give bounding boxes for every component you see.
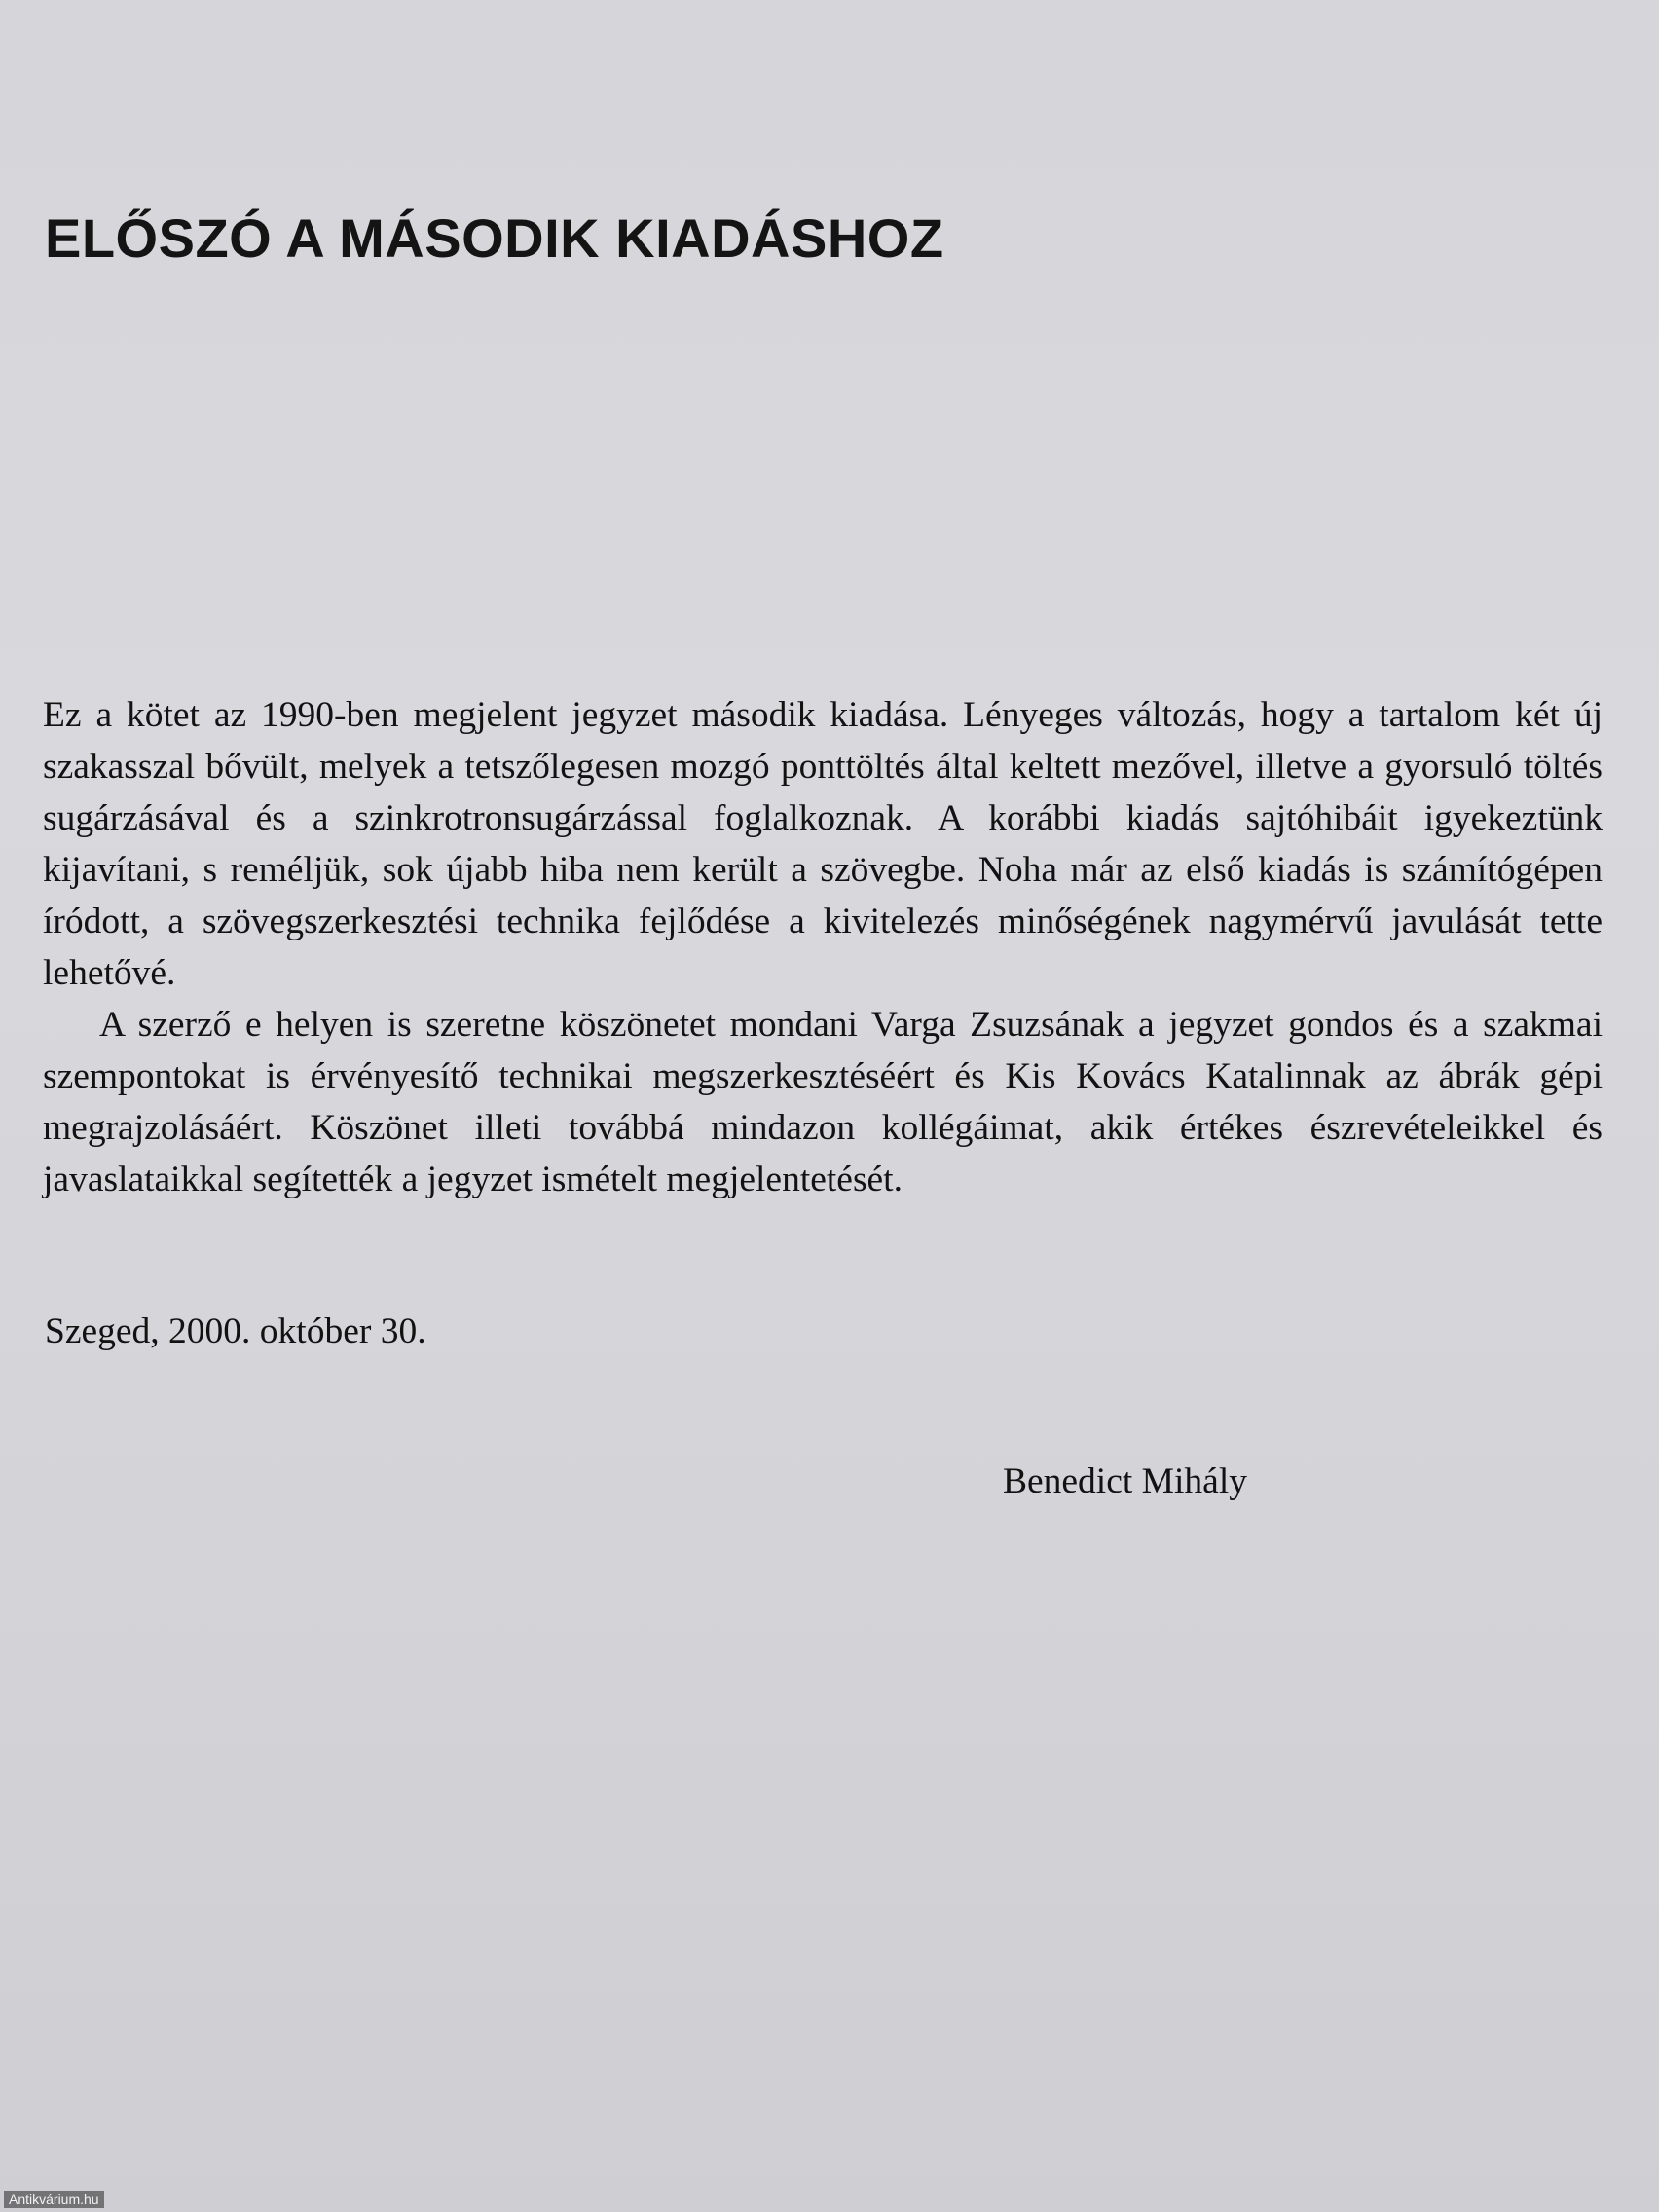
paragraph-1: Ez a kötet az 1990-ben megjelent jegyzet második kiadása. Lényeges változás, hogy a tartalom két új szakasszal bővült, melyek a tetszőlegesen mozgó ponttöltés által keltett mezővel, illetve a gyorsuló töltés sugárzásával és a szinkrotronsugárzással foglalkoznak. A korábbi kiadás sajtóhibáit igyekeztünk kijavítani, s reméljük, sok újabb hiba nem került a szövegbe. Noha már az első kiadás is számítógépen íródott, a szövegszerkesztési technika fejlődése a kivitelezés minőségének nagymérvű javulását tette lehetővé. — [43, 695, 1603, 993]
paragraph-2: A szerző e helyen is szeretne köszönetet mondani Varga Zsuzsának a jegyzet gondos és a szakmai szempontokat is érvényesítő technikai megszerkesztéséért és Kis Kovács Katalinnak az ábrák gépi megrajzolásáért. Köszönet illeti továbbá mindazon kollégáimat, akik értékes észrevételeikkel és javaslataikkal segítették a jegyzet ismételt megjelentetését. — [43, 1005, 1603, 1199]
preface-body — [43, 689, 1603, 1205]
place-date: Szeged, 2000. október 30. — [45, 1311, 426, 1351]
author-signature: Benedict Mihály — [1003, 1461, 1247, 1501]
page-title: ELŐSZÓ A MÁSODIK KIADÁSHOZ — [45, 207, 944, 269]
watermark: Antikvárium.hu — [4, 2191, 104, 2208]
